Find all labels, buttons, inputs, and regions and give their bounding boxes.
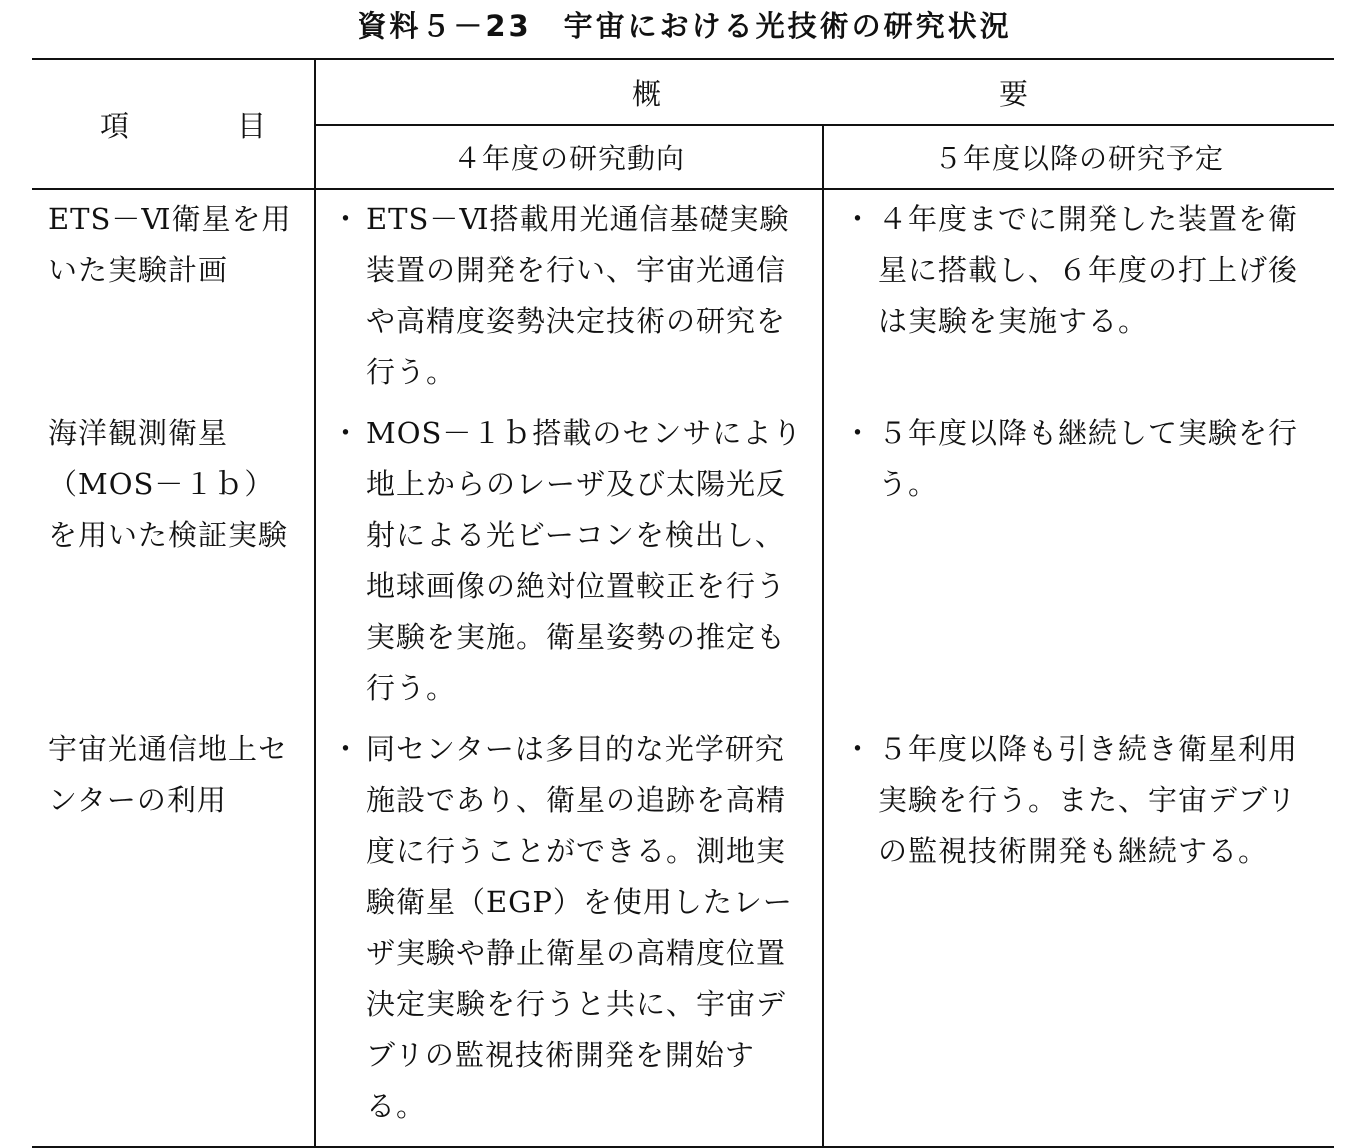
- bullet-mark: ・: [330, 202, 361, 236]
- row-current-text: ETS－Ⅵ搭載用光通信基礎実験装置の開発を行い、宇宙光通信や高精度姿勢決定技術の研究を行う。: [366, 202, 790, 389]
- row-current-text: 同センターは多目的な光学研究施設であり、衛星の追跡を高精度に行うことができる。測地実験衛星（EGP）を使用したレーザ実験や静止衛星の高精度位置決定実験を行うと共に、宇宙デブリの監視技術開発を開始する。: [366, 732, 793, 1123]
- table-row: [32, 189, 1334, 404]
- row-plan-text: ５年度以降も継続して実験を行う。: [878, 416, 1299, 501]
- bullet-mark: ・: [842, 202, 873, 236]
- row-item-cell: 宇宙光通信地上センターの利用: [32, 720, 315, 1147]
- bullet-mark: ・: [330, 416, 361, 450]
- overview-header-char-2: 要: [998, 76, 1028, 111]
- row-current-text: MOS－１ｂ搭載のセンサにより地上からのレーザ及び太陽光反射による光ビーコンを検出し、地球画像の絶対位置較正を行う実験を実施。衛星姿勢の推定も行う。: [366, 416, 803, 705]
- row-plan-text: ５年度以降も引き続き衛星利用実験を行う。また、宇宙デブリの監視技術開発も継続する。: [878, 732, 1299, 868]
- current-year-header: ４年度の研究動向: [315, 125, 823, 189]
- row-item-cell: ETS－Ⅵ衛星を用いた実験計画: [32, 189, 315, 404]
- table-row: [32, 404, 1334, 720]
- row-current-cell: [315, 404, 823, 720]
- row-item-cell: 海洋観測衛星（MOS－１ｂ）を用いた検証実験: [32, 404, 315, 720]
- row-current-cell: [315, 189, 823, 404]
- future-plan-header: ５年度以降の研究予定: [823, 125, 1334, 189]
- row-plan-cell: [823, 720, 1334, 1147]
- research-status-table: [32, 58, 1334, 1148]
- row-plan-cell: [823, 404, 1334, 720]
- page-title: 資料５－23 宇宙における光技術の研究状況: [357, 9, 1012, 43]
- bullet-mark: ・: [330, 732, 361, 766]
- item-header-char-1: 項: [100, 108, 130, 143]
- item-header-char-2: 目: [236, 108, 266, 143]
- overview-header: [315, 59, 1334, 125]
- row-current-cell: [315, 720, 823, 1147]
- bullet-mark: ・: [842, 416, 873, 450]
- table-row: [32, 720, 1334, 1147]
- bullet-mark: ・: [842, 732, 873, 766]
- row-plan-text: ４年度までに開発した装置を衛星に搭載し、６年度の打上げ後は実験を実施する。: [878, 202, 1299, 338]
- row-plan-cell: [823, 189, 1334, 404]
- item-column-header: [32, 59, 315, 189]
- header-row-1: [32, 59, 1334, 125]
- overview-header-char-1: 概: [632, 76, 662, 111]
